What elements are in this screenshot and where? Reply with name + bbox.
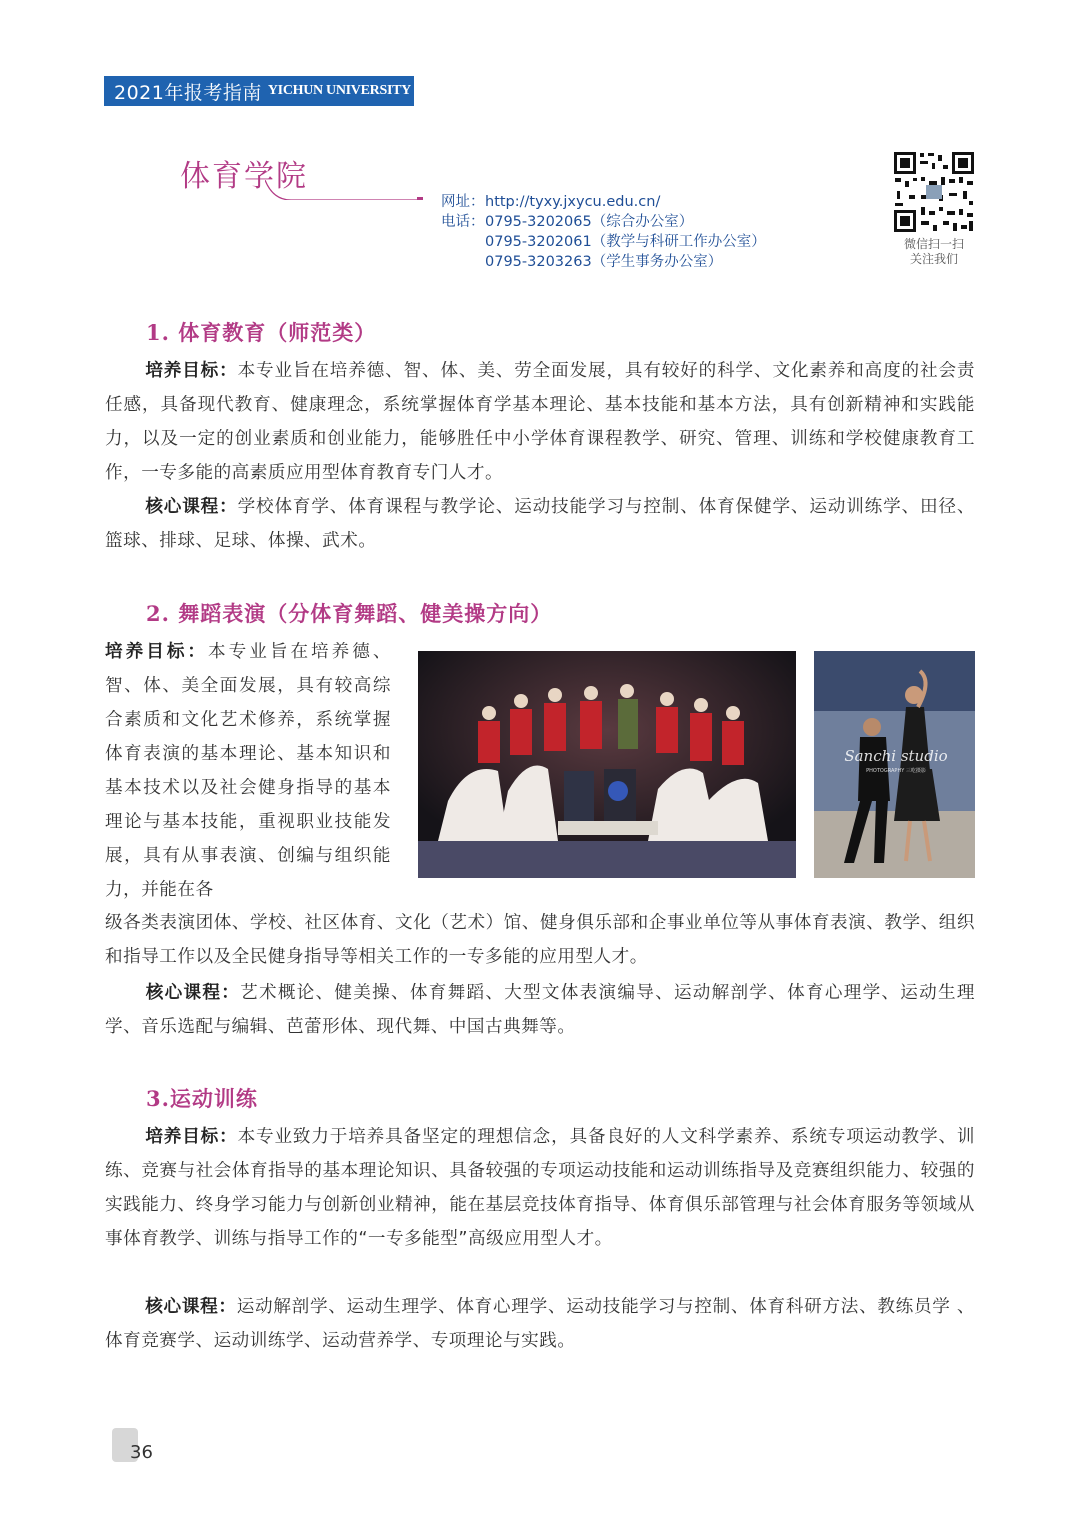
goal-text: 本专业旨在培养德、智、体、美、劳全面发展，具有较好的科学、文化素养和高度的社会责任感，具备现代教育、健康理念，系统掌握体育学基本理论、基本技能和基本方法，具有创新精神和实践能力，以及一定的创业素质和创业能力，能够胜任中小学体育课程教学、研究、管理、训练和学校健康教育工作，一专多能的高素质应用型体育教育专门人才。 xyxy=(105,361,975,483)
course-label: 核心课程： xyxy=(145,1297,237,1317)
university-name: YICHUN UNIVERSITY xyxy=(267,83,411,98)
stage-performance-photo xyxy=(418,651,796,878)
course-label: 核心课程： xyxy=(145,983,241,1003)
section-2-goal-wrapped xyxy=(105,635,391,907)
goal-label: 培养目标： xyxy=(145,1127,238,1147)
goal-label: 培养目标： xyxy=(145,361,238,381)
course-label: 核心课程： xyxy=(145,497,238,517)
phone-row-2 xyxy=(441,232,766,252)
phone-row-3 xyxy=(441,252,766,272)
page-number: 36 xyxy=(130,1442,153,1463)
course-text: 艺术概论、健美操、体育舞蹈、大型文体表演编导、运动解剖学、体育心理学、运动生理学、音乐选配与编辑、芭蕾形体、现代舞、中国古典舞等。 xyxy=(105,983,975,1037)
section-title-sports-training: 3.运动训练 xyxy=(146,1086,258,1111)
goal-label: 培养目标： xyxy=(105,642,209,662)
section-title-dance-performance: 2. 舞蹈表演（分体育舞蹈、健美操方向） xyxy=(146,601,553,626)
section-1-courses xyxy=(105,490,975,558)
header-bar xyxy=(104,76,414,106)
website-row xyxy=(441,192,766,212)
guide-year-label: 2021年报考指南 xyxy=(114,81,262,104)
qr-caption-line: 微信扫一扫 xyxy=(903,237,964,251)
phone-row-1 xyxy=(441,212,766,232)
section-2-courses xyxy=(105,976,975,1044)
phone-number: 0795-3203263（学生事务办公室） xyxy=(485,254,723,270)
wechat-qr-code xyxy=(893,151,975,233)
website-link[interactable]: http://tyxy.jxycu.edu.cn/ xyxy=(485,194,661,210)
section-title-physical-education: 1. 体育教育（师范类） xyxy=(146,320,377,345)
photo-watermark-sub: PHOTOGRAPHY 三吃摄影 xyxy=(866,768,926,774)
dancesport-couple-photo xyxy=(814,651,975,878)
goal-text: 本专业致力于培养具备坚定的理想信念，具备良好的人文科学素养、系统专项运动教学、训练、竞赛与社会体育指导的基本理论知识、具备较强的专项运动技能和运动训练指导及竞赛组织能力、较强的实践能力、终身学习能力与创新创业精神，能在基层竞技体育指导、体育俱乐部管理与社会体育服务等领域从事体育教学、训练与指导工作的“一专多能型”高级应用型人才。 xyxy=(105,1127,975,1249)
college-title: 体育学院 xyxy=(180,159,308,194)
phone-label: 电话： xyxy=(441,214,485,230)
title-underline-decoration xyxy=(265,180,425,200)
phone-number: 0795-3202061（教学与科研工作办公室） xyxy=(485,234,766,250)
phone-number: 0795-3202065（综合办公室） xyxy=(485,214,694,230)
photo-watermark: Sanchi studio xyxy=(844,747,948,765)
qr-caption-line: 关注我们 xyxy=(909,252,958,266)
website-label: 网址： xyxy=(441,194,485,210)
contact-info xyxy=(441,192,766,272)
qr-caption xyxy=(880,237,988,267)
goal-text: 本专业旨在培养德、智、体、美全面发展，具有较高综合素质和文化艺术修养，系统掌握体育表演的基本理论、基本知识和基本技术以及社会健身指导的基本理论与基本技能，重视职业技能发展，具有从事表演、创编与组织能力，并能在各 xyxy=(105,642,391,900)
section-3-goal xyxy=(105,1120,975,1256)
section-3-courses xyxy=(105,1290,975,1358)
course-text: 学校体育学、体育课程与教学论、运动技能学习与控制、体育保健学、运动训练学、田径、篮球、排球、足球、体操、武术。 xyxy=(105,497,975,551)
section-1-goal xyxy=(105,354,975,490)
course-text: 运动解剖学、运动生理学、体育心理学、运动技能学习与控制、体育科研方法、教练员学 、体育竞赛学、运动训练学、运动营养学、专项理论与实践。 xyxy=(105,1297,975,1351)
section-2-goal-continued: 级各类表演团体、学校、社区体育、文化（艺术）馆、健身俱乐部和企事业单位等从事体育表演、教学、组织和指导工作以及全民健身指导等相关工作的一专多能的应用型人才。 xyxy=(105,913,975,967)
